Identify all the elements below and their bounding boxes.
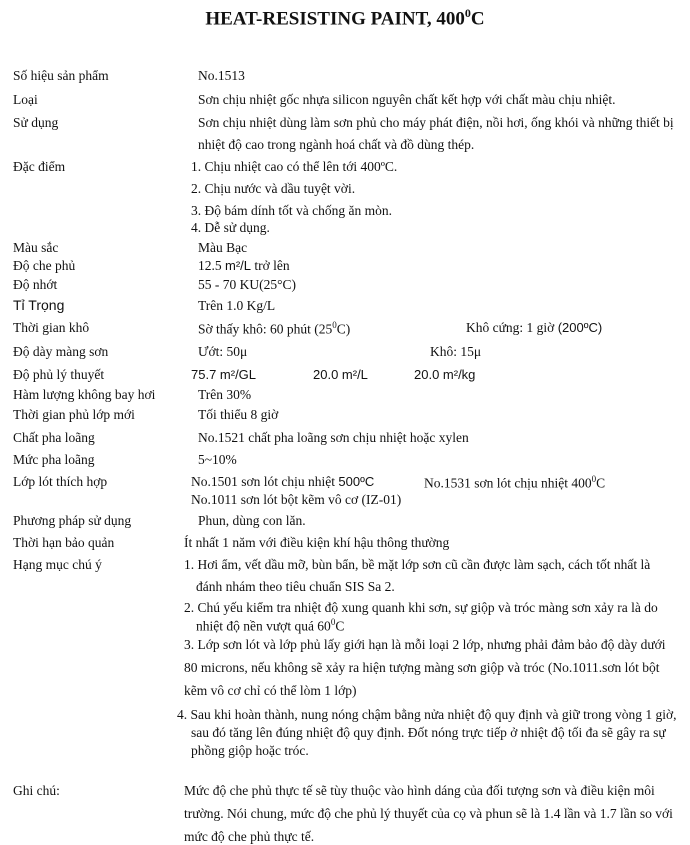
remark-label: Ghi chú:: [13, 783, 60, 798]
note-2-line-1: 2. Chú yếu kiểm tra nhiệt độ xung quanh khi sơn, sự giộp và tróc màng sơn xảy ra là do: [184, 600, 658, 615]
color-label: Màu sắc: [13, 240, 59, 255]
feature-item-2: 2. Chịu nước và dầu tuyệt vời.: [191, 181, 356, 196]
note-2-line-2: [196, 617, 344, 635]
application-label: Phương pháp sử dụng: [13, 513, 132, 528]
recoat-time-value: Tối thiểu 8 giờ: [198, 407, 279, 422]
coverage-value: [198, 258, 290, 274]
thinner-value: No.1521 chất pha loãng sơn chịu nhiệt hoặc xylen: [198, 430, 469, 445]
remark-line-2: trường. Nói chung, mức độ che phủ lý thuyết của cọ và phun sẽ là 1.4 lần và 1.7 lần so với: [184, 806, 673, 821]
page-title: [0, 6, 690, 30]
title-unit: C: [470, 8, 485, 30]
coverage-unit: m²/L: [225, 258, 251, 273]
theoretical-coverage-l: 20.0 m²/L: [313, 367, 368, 382]
non-volatile-label: Hàm lượng không bay hơi: [13, 387, 156, 402]
drying-hard-temp: (200ºC): [557, 320, 603, 335]
note-1-line-2: đánh nhám theo tiêu chuẩn SIS Sa 2.: [196, 579, 395, 594]
note-2-unit: C: [335, 618, 345, 634]
feature-item-1: 1. Chịu nhiệt cao có thể lên tới 400ºC.: [191, 159, 398, 174]
title-text: HEAT-RESISTING PAINT, 400: [205, 8, 465, 30]
primer-1011: No.1011 sơn lót bột kẽm vô cơ (IZ-01): [191, 492, 402, 507]
notes-label: Hạng mục chú ý: [13, 557, 102, 572]
note-3-line-2: 80 microns, nếu không sẽ xảy ra hiện tượng màng sơn giộp và tróc (No.1011.sơn lót bột: [184, 660, 660, 675]
note-2-degree: 0: [330, 617, 336, 627]
specific-gravity-label: Tỉ Trọng: [13, 297, 65, 313]
film-wet-value: Ướt: 50μ: [198, 344, 248, 359]
primer-1501-temp: 500ºC: [338, 474, 375, 489]
theoretical-coverage-label: Độ phủ lý thuyết: [13, 367, 105, 382]
thinning-ratio-label: Mức pha loãng: [13, 452, 95, 467]
viscosity-label: Độ nhớt: [13, 277, 58, 292]
drying-touch-value: [198, 320, 350, 338]
application-value: Phun, dùng con lăn.: [198, 513, 306, 528]
recoat-time-label: Thời gian phủ lớp mới: [13, 407, 135, 422]
primer-1531-text: No.1531 sơn lót chịu nhiệt 400: [424, 475, 592, 491]
drying-touch-degree: 0: [332, 320, 337, 330]
primer-1531-unit: C: [596, 475, 606, 491]
thinning-ratio-value: 5~10%: [198, 452, 237, 467]
thinner-label: Chất pha loãng: [13, 430, 95, 445]
primer-1531: [424, 474, 605, 492]
primer-1531-degree: 0: [591, 474, 597, 484]
remark-line-3: mức độ che phủ thực tế.: [184, 829, 315, 844]
note-2-text: nhiệt độ nền vượt quá 60: [196, 618, 331, 634]
viscosity-value: 55 - 70 KU(25°C): [198, 277, 297, 292]
drying-time-label: Thời gian khô: [13, 320, 90, 335]
coverage-suffix: trở lên: [251, 258, 290, 273]
drying-hard-text: Khô cứng: 1 giờ: [466, 320, 558, 335]
shelf-life-value: Ít nhất 1 năm với điều kiện khí hậu thông thường: [184, 535, 450, 550]
primer-label: Lớp lót thích hợp: [13, 474, 108, 489]
feature-item-4: 4. Dễ sử dụng.: [191, 220, 270, 235]
shelf-life-label: Thời hạn bảo quản: [13, 535, 115, 550]
note-4-line-3: phồng giộp hoặc tróc.: [191, 743, 309, 758]
film-thickness-label: Độ dày màng sơn: [13, 344, 109, 359]
title-degree: 0: [464, 6, 471, 20]
type-label: Loại: [13, 92, 38, 107]
note-4-line-1: 4. Sau khi hoàn thành, nung nóng chậm bằng nửa nhiệt độ quy định và giữ trong vòng 1 giờ,: [177, 707, 677, 722]
theoretical-coverage-gl: 75.7 m²/GL: [191, 367, 257, 382]
coverage-number: 12.5: [198, 258, 225, 273]
note-1-line-1: 1. Hơi ẩm, vết dầu mỡ, bùn bẩn, bề mặt lớp sơn cũ cần được làm sạch, cách tốt nhất là: [184, 557, 651, 572]
type-value: Sơn chịu nhiệt gốc nhựa silicon nguyên chất kết hợp với chất màu chịu nhiệt.: [198, 92, 616, 107]
feature-item-3: 3. Độ bám dính tốt và chống ăn mòn.: [191, 203, 392, 218]
film-dry-value: Khô: 15μ: [430, 344, 482, 359]
primer-1501-text: No.1501 sơn lót chịu nhiệt: [191, 474, 339, 489]
color-value: Màu Bạc: [198, 240, 248, 255]
note-3-line-3: kẽm vô cơ chỉ có thể lòm 1 lớp): [184, 683, 357, 698]
non-volatile-value: Trên 30%: [198, 387, 252, 402]
usage-line-2: nhiệt độ cao trong ngành hoá chất và đồ dùng thép.: [198, 137, 475, 152]
coverage-label: Độ che phủ: [13, 258, 76, 273]
remark-line-1: Mức độ che phủ thực tế sẽ tùy thuộc vào hình dáng của đối tượng sơn và điều kiện môi: [184, 783, 655, 798]
usage-label: Sử dụng: [13, 115, 59, 130]
note-3-line-1: 3. Lớp sơn lót và lớp phủ lấy giới hạn là mỗi loại 2 lớp, nhưng phải đảm bảo độ dày dưới: [184, 637, 666, 652]
product-code-value: No.1513: [198, 68, 245, 83]
primer-1501: [191, 474, 374, 490]
drying-touch-unit: C): [336, 321, 351, 337]
specific-gravity-value: Trên 1.0 Kg/L: [198, 298, 276, 313]
drying-touch-text: Sờ thấy khô: 60 phút (25: [198, 321, 333, 337]
usage-line-1: Sơn chịu nhiệt dùng làm sơn phủ cho máy phát điện, nồi hơi, ống khói và những thiết bị: [198, 115, 674, 130]
product-code-label: Số hiệu sản phẩm: [13, 68, 109, 83]
features-label: Đặc điểm: [13, 159, 66, 174]
note-4-line-2: sau đó tăng lên đúng nhiệt độ quy định. Đốt nóng trực tiếp ở nhiệt độ tối đa sẽ gây ra sự: [191, 725, 666, 740]
drying-hard-value: [466, 320, 602, 336]
theoretical-coverage-kg: 20.0 m²/kg: [414, 367, 476, 382]
